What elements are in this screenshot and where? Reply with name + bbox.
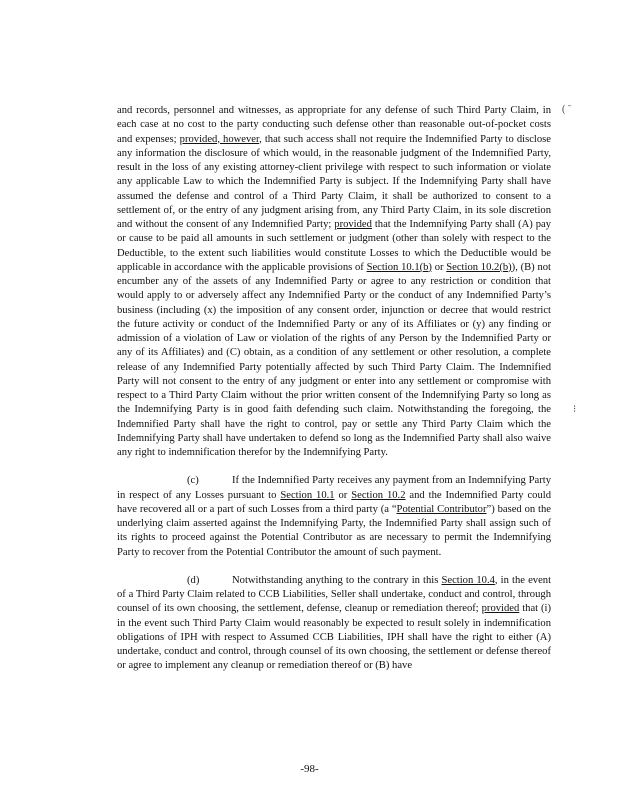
section-reference: Section 10.2 (351, 489, 406, 501)
section-reference: Section 10.1 (280, 489, 335, 501)
page-number: -98- (300, 763, 319, 775)
document-body (117, 104, 551, 674)
margin-mark-middle: ⁝ (573, 404, 577, 415)
paragraph-label: (d) (187, 574, 200, 586)
text-run: or (334, 489, 352, 501)
text-run: that (i) in the event such Third Party Claim would reasonably be expected to result solely in indemnification obligations of IPH with respect to Assumed CCB Liabilities, IPH shall have the right to either (A) undertake, conduct and control, through counsel of its own choosing, the settlement or defense thereof or agree to implement any cleanup or remediation thereof or (B) have (117, 603, 551, 672)
margin-mark-top: ( ˉ (562, 104, 572, 115)
section-reference: Section 10.2(b) (446, 261, 512, 273)
defined-term: Potential Contributor (396, 503, 487, 515)
text-run: ”) based on the underlying claim asserted against the Indemnifying Party, the Indemnified Party shall assign such of its rights to proceed against the Potential Contributor as are necessary to permit the Indemnifying Party to recover from the Potential Contributor the amount of such payment. (117, 503, 551, 558)
section-reference: Section 10.4 (441, 574, 495, 586)
paragraph-label: (c) (187, 475, 199, 487)
paragraph-d (117, 574, 551, 674)
text-run: and the Indemnified Party could have recovered all or a part of such Losses from a third party (a “ (117, 489, 551, 515)
text-run: If the Indemnified Party receives any payment from an Indemnifying Party in respect of any Losses pursuant to (117, 475, 551, 501)
text-run: , in the event of a Third Party Claim related to CCB Liabilities, Seller shall undertake, conduct and control, through counsel of its own choosing, the settlement, defense, cleanup or remediation thereof; (117, 574, 552, 615)
text-run: , that such access shall not require the Indemnified Party to disclose any information the disclosure of which would, in the reasonable judgment of the Indemnified Party, result in the loss of any existing attorney-client privilege with respect to such information or violate any applicable Law to which the Indemnified Party is subject. If the Indemnifying Party shall have assumed the defense and control of a Third Party Claim, it shall be authorized to consent to a settlement of, or the entry of any judgment arising from, any Third Party Claim, in its sole discretion and without the consent of any Indemnified Party; (117, 133, 551, 230)
text-run: Notwithstanding anything to the contrary in this (232, 574, 442, 586)
underlined-term: provided, however (179, 133, 260, 145)
text-run: that the Indemnifying Party shall (A) pay or cause to be paid all amounts in such settlement or judgment (other than solely with respect to the Deductible, to the extent such liabilities would constitute Losses to which the Deductible would be applicable in accordance with the applicable provisions of (117, 219, 552, 273)
text-run: and records, personnel and witnesses, as appropriate for any defense of such Third Party Claim, in each case at no cost to the party conducting such defense other than reasonable out-of-pocket costs and expenses; (117, 105, 551, 145)
text-run: ), (B) not encumber any of the assets of any Indemnified Party or agree to any restriction or condition that would apply to or adversely affect any Indemnified Party or the conduct of any Indemnified Party’s business (including (x) the imposition of any consent order, injunction or decree that would restrict the future activity or conduct of the Indemnified Party or any of its Affiliates or (y) any finding or admission of a violation of Law or violation of the rights of any Person by the Indemnified Party or any of its Affiliates) and (C) obtain, as a condition of any settlement or other resolution, a complete release of any Indemnified Party potentially affected by such Third Party Claim. The Indemnified Party will not consent to the entry of any judgment or enter into any settlement or compromise with respect to a Third Party Claim without the prior written consent of the Indemnifying Party so long as the Indemnifying Party is in good faith defending such claim. Notwithstanding the foregoing, the Indemnified Party shall have the right to control, pay or settle any Third Party Claim which the Indemnifying Party shall have undertaken to defend so long as the Indemnified Party shall also waive any right to indemnification therefor by the Indemnifying Party. (117, 261, 551, 458)
underlined-term: provided (334, 219, 372, 230)
paragraph-c (117, 474, 551, 560)
paragraph-continued (117, 104, 551, 460)
section-reference: Section 10.1(b) (366, 261, 432, 273)
text-run: or (431, 261, 447, 273)
underlined-term: provided (481, 603, 520, 615)
